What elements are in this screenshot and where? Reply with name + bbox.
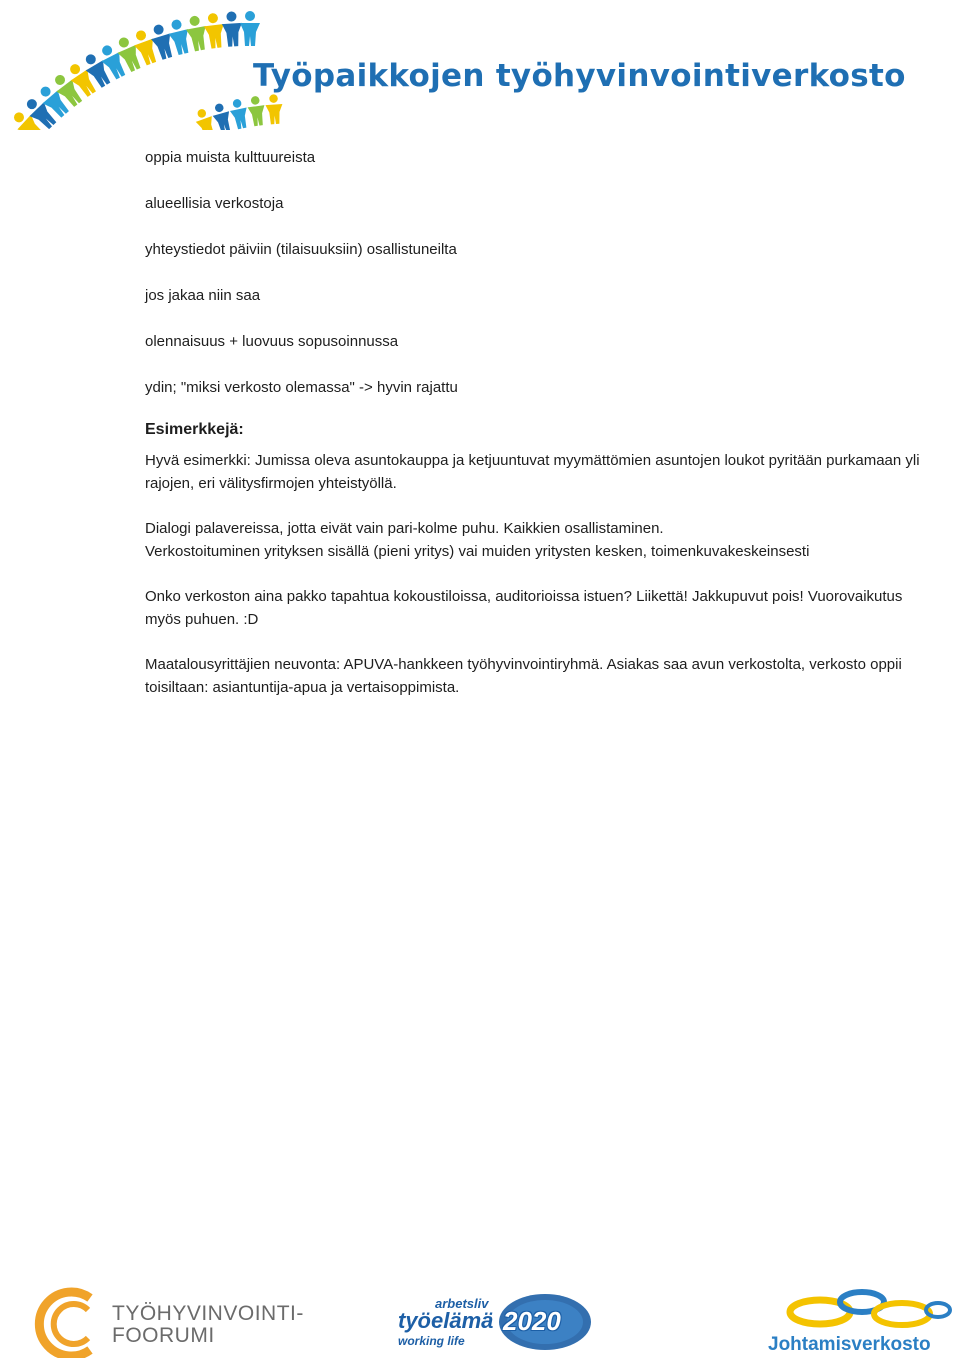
note-line: jos jakaa niin saa: [145, 287, 261, 304]
person-figure-icon: [202, 12, 226, 49]
example-paragraph: Verkostoituminen yrityksen sisällä (pieni yritys) vai muiden yritysten kesken, toimenkuvakeskeinsesti: [145, 543, 810, 560]
header-title: Työpaikkojen työhyvinvointiverkosto: [253, 58, 906, 94]
tyoelama-2020-logo: [395, 1292, 595, 1354]
arbetsliv-text: arbetsliv: [435, 1296, 489, 1311]
year-text: 2020: [503, 1306, 561, 1336]
example-paragraph: Hyvä esimerkki: Jumissa oleva asuntokauppa ja ketjuuntuvat myymättömien asuntojen loukot pyritään purkamaan yli rajojen, eri välitysfirmojen yhteistyöllä.: [145, 452, 920, 492]
tyohyvinvointifoorumi-logo: [30, 1286, 304, 1358]
person-figure-icon: [246, 95, 267, 127]
person-figure-icon: [221, 11, 243, 47]
note-line: olennaisuus + luovuus sopusoinnussa: [145, 333, 399, 350]
person-figure-icon: [240, 11, 260, 46]
person-figure-icon: [192, 107, 218, 130]
example-paragraph: Maatalousyrittäjien neuvonta: APUVA-hankkeen työhyvinvointiryhmä. Asiakas saa avun verkostolta, verkosto oppii toisiltaan: asiantuntija-apua ja vertaisoppimista.: [145, 656, 902, 696]
orange-arc-icon: [30, 1286, 110, 1358]
note-line: ydin; "miksi verkosto olemassa" -> hyvin rajattu: [145, 379, 458, 396]
example-paragraph: Onko verkoston aina pakko tapahtua kokoustiloissa, auditorioissa istuen? Liikettä! Jakkupuvut pois! Vuorovaikutus myös puhuen. :D: [145, 588, 903, 628]
document-body: [145, 146, 935, 721]
example-paragraph: Dialogi palavereissa, jotta eivät vain pari-kolme puhu. Kaikkien osallistaminen.: [145, 520, 664, 537]
tyoelama-text: työelämä: [398, 1308, 494, 1333]
tyohyvinvointi-text: TYÖHYVINVOINTI-: [112, 1302, 304, 1325]
working-life-text: working life: [398, 1334, 465, 1348]
examples-heading: Esimerkkejä:: [145, 421, 244, 438]
person-figure-icon: [228, 98, 251, 130]
person-figure-icon: [265, 94, 284, 125]
note-line: alueellisia verkostoja: [145, 195, 284, 212]
page-footer: [0, 1278, 960, 1360]
person-figure-icon: [184, 14, 210, 52]
person-figure-icon: [210, 101, 234, 130]
note-line: oppia muista kulttuureista: [145, 149, 316, 166]
rings-icon: [762, 1284, 957, 1334]
foorumi-text: FOORUMI: [112, 1324, 215, 1347]
johtamisverkosto-text: Johtamisverkosto: [768, 1334, 931, 1355]
note-line: yhteystiedot päiviin (tilaisuuksiin) osallistuneilta: [145, 241, 457, 258]
johtamisverkosto-logo: [762, 1284, 957, 1360]
page-header: [0, 0, 960, 130]
